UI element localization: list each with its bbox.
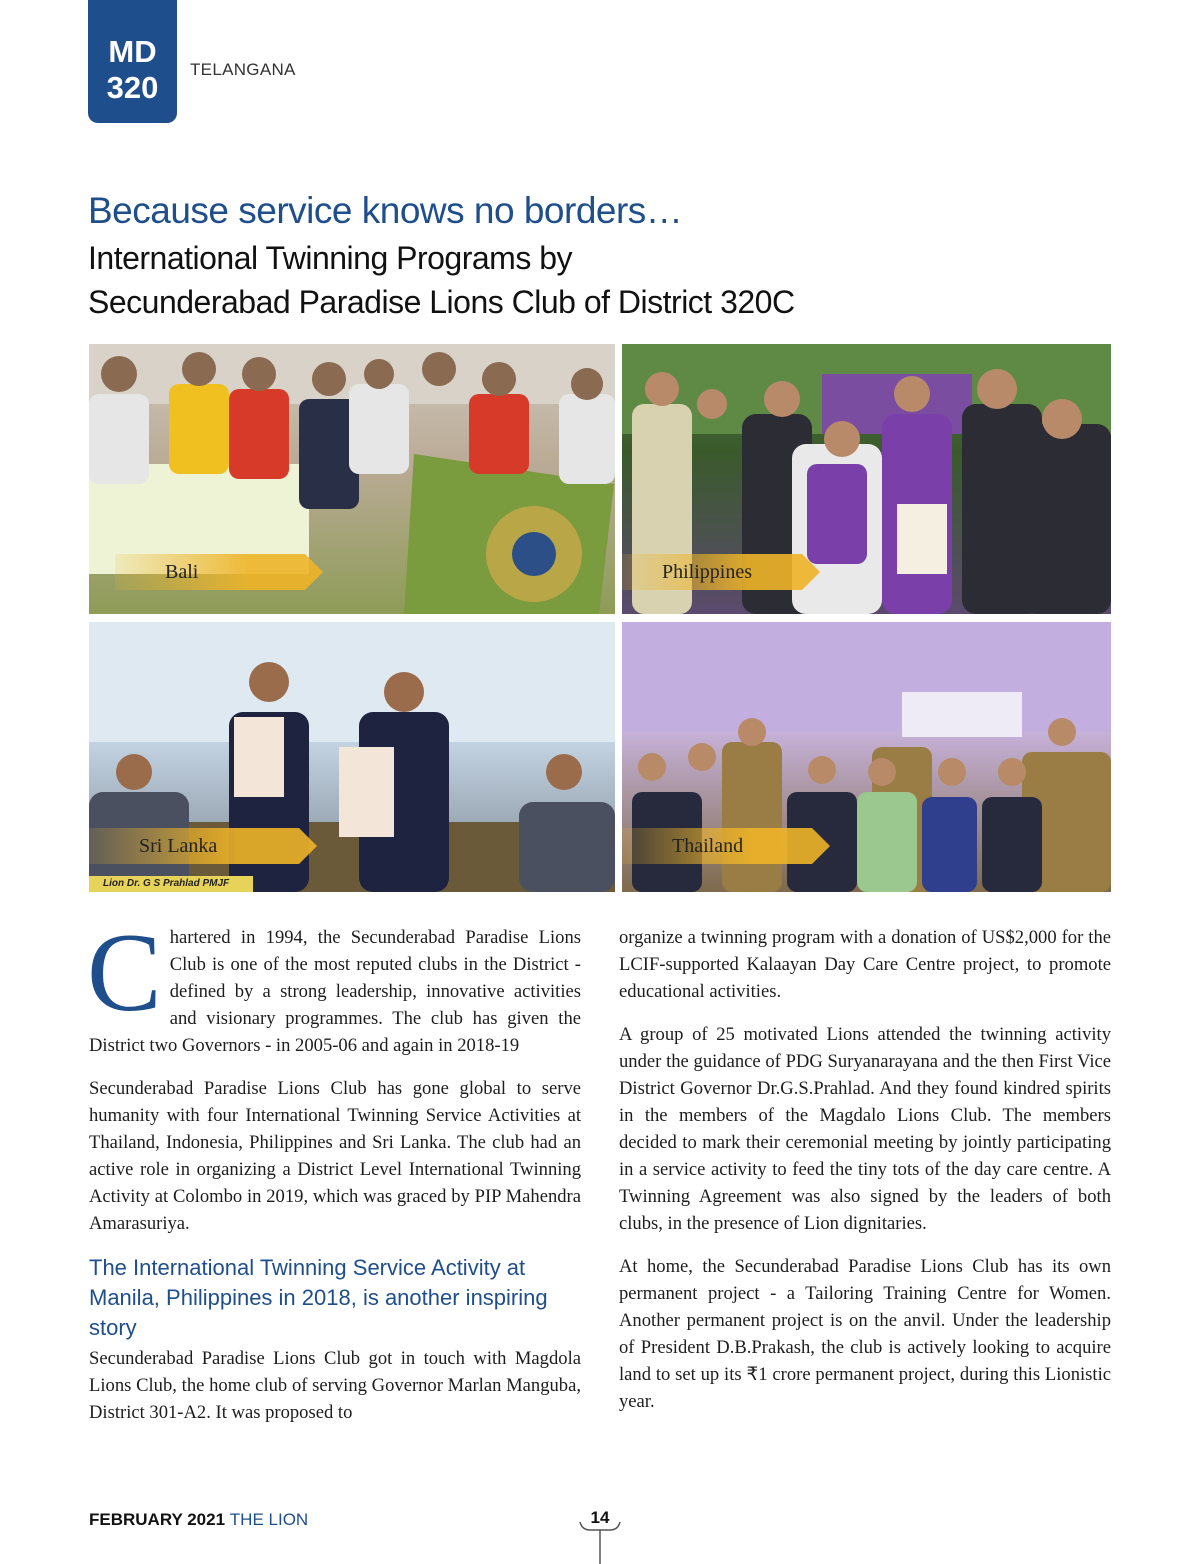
label-philippines: Philippines	[622, 554, 802, 590]
district-badge	[88, 0, 177, 123]
footer-magazine-name: THE LION	[229, 1510, 309, 1529]
drop-cap: C	[87, 911, 162, 1035]
paragraph-global: Secunderabad Paradise Lions Club has gone global to serve humanity with four International Twinning Service Activities at Thailand, Indonesia, Philippines and Sri Lanka. The club had an active role in organizing a District Level International Twinning Activity at Colombo in 2019, which was graced by PIP Mahendra Amarasuriya.	[89, 1078, 581, 1234]
paragraph-manila: Secunderabad Paradise Lions Club got in touch with Magdola Lions Club, the home club of serving Governor Marlan Manguba, District 301-A2. It was proposed to	[89, 1348, 581, 1423]
paragraph-group: A group of 25 motivated Lions attended the twinning activity under the guidance of PDG Suryanarayana and the then First Vice District Governor Dr.G.S.Prahlad. And they found kindred spirits in the members of the Magdalo Lions Club. The members decided to mark their ceremonial meeting by jointly participating in a service activity to feed the tiny tots of the day care centre. A Twinning Agreement was also signed by the leaders of both clubs, in the presence of Lion dignitaries.	[619, 1024, 1111, 1234]
page-number-bracket-icon	[576, 1520, 624, 1564]
article-title: Because service knows no borders…	[88, 190, 683, 231]
badge-line-2: 320	[106, 70, 159, 105]
paragraph-intro	[87, 911, 581, 1059]
article-subtitle-line-1: International Twinning Programs by	[88, 240, 573, 276]
paragraph-intro-text: hartered in 1994, the Secunderabad Paradise Lions Club is one of the most reputed clubs in the District - defined by a strong leadership, innovative activities and visionary programmes. The club has given the District two Governors - in 2005-06 and again in 2018-19	[89, 927, 581, 1056]
state-label: TELANGANA	[190, 60, 296, 79]
label-thailand: Thailand	[622, 828, 812, 864]
section-heading: The International Twinning Service Activity at Manila, Philippines in 2018, is another inspiring story	[89, 1255, 548, 1340]
paragraph-home: At home, the Secunderabad Paradise Lions Club has its own permanent project - a Tailoring Training Centre for Women. Another permanent project is on the anvil. Under the leadership of President D.B.Prakash, the club is actively looking to acquire land to set up its ₹1 crore permanent project, during this Lionistic year.	[619, 1256, 1111, 1412]
article-subtitle-line-2: Secunderabad Paradise Lions Club of District 320C	[88, 284, 795, 320]
article-column-right	[619, 924, 1111, 1415]
label-sri-lanka: Sri Lanka	[89, 828, 299, 864]
footer-issue-date: FEBRUARY 2021	[89, 1510, 226, 1529]
badge-line-1: MD	[108, 34, 157, 69]
article-column-left	[87, 911, 581, 1426]
photo-caption-sri-lanka: Lion Dr. G S Prahlad PMJF	[89, 876, 253, 892]
footer-issue	[89, 1510, 308, 1530]
label-bali: Bali	[115, 554, 305, 590]
paragraph-donation: organize a twinning program with a donation of US$2,000 for the LCIF-supported Kalaayan Day Care Centre project, to promote educational activities.	[619, 927, 1111, 1002]
page-number: 14	[590, 1508, 610, 1527]
